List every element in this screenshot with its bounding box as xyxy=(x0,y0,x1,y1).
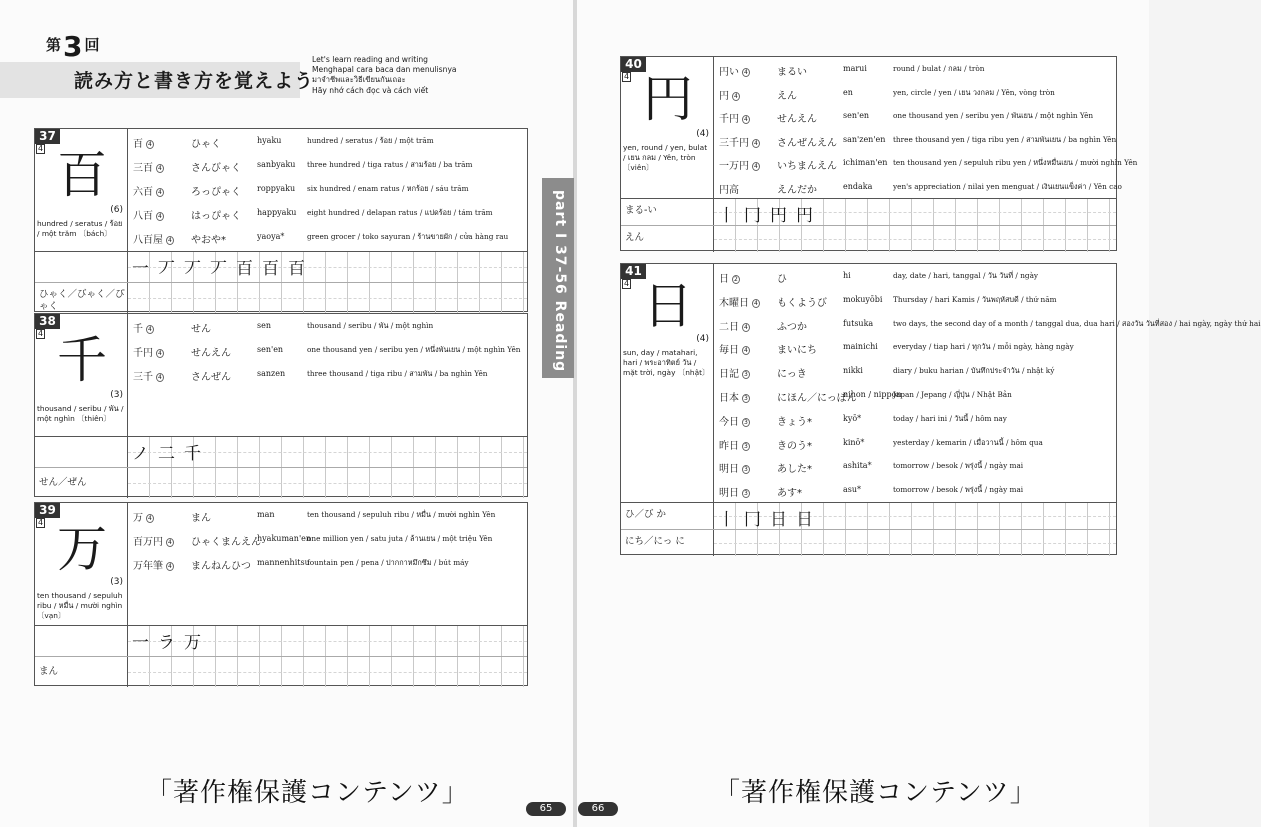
practice-grid[interactable] xyxy=(713,530,1116,556)
kanji-character: 日 xyxy=(643,277,693,335)
vocab-word xyxy=(719,460,750,475)
vocab-word xyxy=(133,183,164,198)
vocab-romaji: roppyaku xyxy=(257,184,296,193)
vocab-meaning: eight hundred / delapan ratus / แปดร้อย / tám trăm xyxy=(307,208,493,217)
section-tab-label: part I 37-56 Reading xyxy=(552,190,568,373)
vocab-grade: 4 xyxy=(168,237,172,244)
vocab-row xyxy=(713,478,1116,502)
vocab-row xyxy=(127,153,527,177)
vocab-kana: にほん／にっぽん xyxy=(777,392,857,404)
vocab-kana: えん xyxy=(777,90,797,102)
vocab-kanji: 三千 xyxy=(133,372,153,383)
page-number-right: 66 xyxy=(578,802,618,816)
vocab-row xyxy=(713,431,1116,455)
vocab-kana: あす* xyxy=(777,488,802,500)
vocab-row xyxy=(713,81,1116,105)
vocab-list xyxy=(127,503,527,575)
vocab-meaning: three hundred / tiga ratus / สามร้อย / ba trăm xyxy=(307,160,473,169)
vocab-kanji: 今日 xyxy=(719,416,739,428)
vocab-word xyxy=(719,270,740,285)
stroke-count: (4) xyxy=(696,334,709,344)
reading-row xyxy=(621,225,1116,252)
vocab-list xyxy=(713,264,1261,502)
stroke-grid xyxy=(127,437,527,467)
vocab-kana: ろっぴゃく xyxy=(191,187,241,198)
vocab-kanji: 日 xyxy=(719,274,729,285)
vocab-kana: さんぜん xyxy=(191,372,231,383)
vocab-word xyxy=(133,509,154,524)
vocab-kanji: 八百屋 xyxy=(133,235,163,246)
kanji-character: 万 xyxy=(57,520,107,578)
vocab-meaning: two days, the second day of a month / tanggal dua, dua hari / สองวัน วันที่สอง / hai ngày, ngày thứ hai xyxy=(893,318,1261,328)
vocab-romaji: asu* xyxy=(843,485,862,495)
kanji-meaning: hundred / seratus / ร้อย / một trăm 〔bách〕 xyxy=(37,219,123,238)
reading-row xyxy=(35,467,527,498)
vocab-word xyxy=(133,231,174,246)
vocab-grade: 3 xyxy=(744,442,748,450)
vocab-list xyxy=(127,129,527,249)
vocab-kana: にっき xyxy=(777,369,807,381)
stroke-order-row xyxy=(621,199,1116,225)
vocab-kana: ひ xyxy=(777,274,787,285)
kanji-entry-40 xyxy=(620,56,1138,251)
vocab-row xyxy=(127,551,527,575)
vocab-meaning: day, date / hari, tanggal / วัน วันที่ / ngày xyxy=(893,271,1039,280)
vocab-grade: 4 xyxy=(168,563,172,570)
vocab-row xyxy=(713,175,1122,199)
vocab-word xyxy=(133,320,154,335)
practice-grid[interactable] xyxy=(713,226,1116,252)
vocab-kanji: 千円 xyxy=(133,348,153,359)
vocab-row xyxy=(127,314,527,338)
vocab-grade: 4 xyxy=(148,141,152,148)
vocab-romaji: mokuyōbi xyxy=(843,294,883,304)
vocab-kana: もくようび xyxy=(777,297,827,309)
vocab-kanji: 円い xyxy=(719,67,739,78)
vocab-kana: まるい xyxy=(777,67,807,78)
grid-midline xyxy=(714,239,1116,240)
vocab-row xyxy=(127,129,527,153)
vocab-romaji: marui xyxy=(843,64,867,73)
vocab-meaning: hundred / seratus / ร้อย / một trăm xyxy=(307,136,434,145)
vocab-romaji: hyakuman'en xyxy=(257,534,312,543)
vocab-word xyxy=(719,318,750,333)
vocab-row xyxy=(127,177,527,201)
vocab-kana: さんびゃく xyxy=(191,163,241,174)
vocab-kana: せん xyxy=(191,324,211,335)
stroke-grid xyxy=(713,503,1116,529)
vocab-kanji: 三百 xyxy=(133,163,153,174)
vocab-word xyxy=(133,135,154,150)
kanji-character: 円 xyxy=(643,70,693,128)
stroke-order-row xyxy=(35,626,527,656)
kanji-header xyxy=(621,264,714,502)
vocab-word xyxy=(719,437,750,452)
vocab-row xyxy=(127,225,527,249)
vocab-word xyxy=(719,87,740,102)
vocab-meaning: one thousand yen / seribu yen / พันเยน / một nghìn Yên xyxy=(893,111,1094,120)
vocab-meaning: one thousand yen / seribu yen / หนึ่งพันเยน / một nghìn Yên xyxy=(307,345,521,354)
vocab-word xyxy=(719,157,760,172)
vocab-meaning: everyday / tiap hari / ทุกวัน / mỗi ngày, hàng ngày xyxy=(893,342,1074,352)
kanji-header xyxy=(35,503,128,625)
vocab-romaji: san'zen'en xyxy=(843,134,886,144)
vocab-word xyxy=(133,557,174,572)
vocab-kanji: 昨日 xyxy=(719,440,739,452)
lesson-title: 読み方と書き方を覚えよう xyxy=(74,70,315,92)
stroke-count: (3) xyxy=(110,577,123,587)
vocab-meaning: yen's appreciation / nilai yen menguat / เงินเยนแข็งค่า / Yên cao xyxy=(893,181,1122,191)
stroke-order-row xyxy=(35,437,527,467)
kanji-entry-39 xyxy=(34,502,528,686)
vocab-romaji: happyaku xyxy=(257,208,297,217)
vocab-romaji: nikki xyxy=(843,366,863,376)
kanji-number: 38 xyxy=(35,314,60,329)
writing-practice xyxy=(35,625,527,686)
vocab-kanji: 日記 xyxy=(719,369,739,381)
jlpt-grade: 4 xyxy=(38,144,44,153)
kanji-entry-37 xyxy=(34,128,528,312)
stroke-order: 丨冂円円 xyxy=(718,206,822,226)
vocab-romaji: sen xyxy=(257,321,271,330)
kanji-meaning: ten thousand / sepuluh ribu / หมื่น / mười nghìn 〔vạn〕 xyxy=(37,591,123,620)
vocab-romaji: ichiman'en xyxy=(843,158,888,167)
page-number-left: 65 xyxy=(526,802,566,816)
lesson-subtitles: Let's learn reading and writing Menghapal cara baca dan menulisnya มาจำชีพและวิธีเขียนกันเถอะ Hãy nhớ cách đọc và cách viết xyxy=(312,55,457,95)
vocab-row xyxy=(713,454,1116,478)
jlpt-grade: 4 xyxy=(624,72,630,81)
vocab-grade: 4 xyxy=(158,213,162,220)
reading-row xyxy=(35,282,527,313)
watermark-left: 「著作権保護コンテンツ」 xyxy=(146,778,469,808)
practice-grid[interactable] xyxy=(127,283,527,313)
vocab-meaning: ten thousand yen / sepuluh ribu yen / หนึ่งหมื่นเยน / mười nghìn Yên xyxy=(893,158,1138,167)
stroke-count: (6) xyxy=(110,205,123,215)
vocab-row xyxy=(127,362,527,386)
stroke-count: (3) xyxy=(110,390,123,400)
vocab-list xyxy=(127,314,527,386)
vocab-kana: はっぴゃく xyxy=(191,211,241,222)
vocab-meaning: Thursday / hari Kamis / วันพฤหัสบดี / thứ năm xyxy=(893,294,1057,304)
writing-practice xyxy=(621,502,1116,555)
vocab-kana: えんだか xyxy=(777,184,817,196)
vocab-list xyxy=(713,57,1138,198)
vocab-romaji: futsuka xyxy=(843,318,874,328)
kanji-meaning: yen, round / yen, bulat / เยน กลม / Yên, tròn 〔viên〕 xyxy=(623,143,708,172)
vocab-romaji: kyō* xyxy=(843,413,862,423)
vocab-meaning: Japan / Jepang / ญี่ปุ่น / Nhật Bản xyxy=(893,389,1012,399)
vocab-grade: 4 xyxy=(744,347,748,355)
vocab-grade: 4 xyxy=(158,189,162,196)
vocab-kanji: 千 xyxy=(133,324,143,335)
vocab-kanji: 円 xyxy=(719,90,729,102)
vocab-grade: 3 xyxy=(744,394,748,402)
kanji-header xyxy=(35,314,128,436)
vocab-meaning: six hundred / enam ratus / หกร้อย / sáu trăm xyxy=(307,184,469,193)
vocab-row xyxy=(127,503,527,527)
vocab-romaji: hyaku xyxy=(257,136,282,145)
vocab-word xyxy=(719,484,750,499)
vocab-grade: 4 xyxy=(744,116,748,123)
vocab-row xyxy=(713,383,1116,407)
vocab-word xyxy=(133,368,164,383)
vocab-row xyxy=(127,201,527,225)
reading-label: にち／にっ に xyxy=(625,536,685,547)
vocab-word xyxy=(719,134,760,149)
vocab-grade: 3 xyxy=(744,466,748,474)
vocab-word xyxy=(719,389,750,404)
vocab-word xyxy=(719,294,760,309)
vocab-kana: まいにち xyxy=(777,345,817,357)
vocab-word xyxy=(133,207,164,222)
reading-label: ひゃく／びゃく／ぴゃく xyxy=(39,289,125,312)
vocab-meaning: thousand / seribu / พัน / một nghìn xyxy=(307,321,434,330)
vocab-romaji: hi xyxy=(843,271,851,280)
practice-grid[interactable] xyxy=(127,657,527,687)
vocab-kanji: 万 xyxy=(133,513,143,524)
vocab-meaning: three thousand yen / tiga ribu yen / สามพันเยน / ba nghìn Yên xyxy=(893,134,1117,144)
vocab-romaji: sanzen xyxy=(257,369,286,378)
reading-row xyxy=(621,529,1116,556)
reading-label: えん xyxy=(625,232,645,243)
jlpt-grade: 4 xyxy=(38,518,44,527)
vocab-word xyxy=(719,181,739,196)
vocab-kana: ひゃくまんえん xyxy=(191,537,261,548)
vocab-meaning: tomorrow / besok / พรุ่งนี้ / ngày mai xyxy=(893,485,1024,495)
reading-row xyxy=(35,656,527,687)
vocab-meaning: tomorrow / besok / พรุ่งนี้ / ngày mai xyxy=(893,461,1024,471)
vocab-grade: 4 xyxy=(754,139,758,147)
vocab-row xyxy=(713,288,1116,312)
vocab-row xyxy=(127,338,527,362)
vocab-romaji: en xyxy=(843,87,853,97)
vocab-word xyxy=(719,110,750,125)
stroke-order-row xyxy=(621,503,1116,529)
vocab-kana: せんえん xyxy=(191,348,231,359)
vocab-grade: 4 xyxy=(148,326,152,333)
vocab-romaji: sen'en xyxy=(257,345,284,354)
vocab-meaning: ten thousand / sepuluh ribu / หมื่น / mười nghìn Yên xyxy=(307,510,496,519)
vocab-meaning: diary / buku harian / บันทึกประจำวัน / nhật ký xyxy=(893,366,1055,376)
stroke-order: 丨冂日日 xyxy=(718,510,822,530)
vocab-grade: 4 xyxy=(158,350,162,357)
vocab-grade: 4 xyxy=(744,69,748,76)
vocab-word xyxy=(133,159,164,174)
vocab-row xyxy=(713,151,1138,175)
vocab-romaji: ashita* xyxy=(843,461,872,471)
kanji-entry-41 xyxy=(620,263,1261,555)
reading-label: まん xyxy=(39,666,59,677)
vocab-romaji: mannenhitsu xyxy=(257,558,310,567)
grid-midline xyxy=(128,298,527,299)
kanji-character: 千 xyxy=(57,331,107,389)
vocab-grade: 4 xyxy=(754,163,758,170)
vocab-kanji: 百万円 xyxy=(133,537,163,548)
stroke-order: ノ二千 xyxy=(132,444,210,464)
kanji-character: 百 xyxy=(57,146,107,204)
kanji-header xyxy=(35,129,128,251)
vocab-word xyxy=(719,341,750,356)
kanji-number: 40 xyxy=(621,57,646,72)
vocab-meaning: round / bulat / กลม / tròn xyxy=(893,64,985,73)
vocab-kanji: 毎日 xyxy=(719,345,739,357)
vocab-meaning: yesterday / kemarin / เมื่อวานนี้ / hôm qua xyxy=(893,437,1043,447)
grid-midline xyxy=(128,672,527,673)
vocab-kanji: 一万円 xyxy=(719,161,749,172)
stroke-grid xyxy=(713,199,1116,225)
vocab-row xyxy=(713,359,1116,383)
practice-grid[interactable] xyxy=(127,468,527,498)
vocab-kana: ひゃく xyxy=(191,139,221,150)
kanji-meaning: sun, day / matahari, hari / พระอาทิตย์ วัน / mặt trời, ngày 〔nhật〕 xyxy=(623,348,710,377)
stroke-order: 一丆丆丆百百百 xyxy=(132,259,314,279)
vocab-grade: 4 xyxy=(754,299,758,307)
vocab-grade: 3 xyxy=(744,371,748,379)
vocab-grade: 4 xyxy=(734,92,738,100)
vocab-romaji: man xyxy=(257,510,275,519)
vocab-word xyxy=(719,365,750,380)
vocab-word xyxy=(719,413,750,428)
vocab-row xyxy=(713,264,1116,288)
vocab-kana: きょう* xyxy=(777,416,812,428)
kanji-number: 41 xyxy=(621,264,646,279)
vocab-romaji: nihon / nippon xyxy=(843,389,902,399)
vocab-grade: 2 xyxy=(734,276,738,283)
vocab-grade: 4 xyxy=(158,374,162,381)
vocab-romaji: kinō* xyxy=(843,437,865,447)
vocab-kanji: 八百 xyxy=(133,211,153,222)
vocab-kana: いちまんえん xyxy=(777,161,837,172)
reading-label: ひ／び か xyxy=(625,509,667,520)
vocab-romaji: sen'en xyxy=(843,111,870,120)
vocab-meaning: one million yen / satu juta / ล้านเยน / một triệu Yên xyxy=(307,534,493,543)
vocab-romaji: endaka xyxy=(843,181,873,191)
reading-label: まる-い xyxy=(625,205,657,216)
reading-label: せん／ぜん xyxy=(39,477,87,488)
vocab-meaning: fountain pen / pena / ปากกาหมึกซึม / bút máy xyxy=(307,558,469,567)
vocab-kanji: 明日 xyxy=(719,488,739,500)
stroke-grid xyxy=(127,252,527,282)
watermark-right: 「著作権保護コンテンツ」 xyxy=(714,778,1037,808)
vocab-meaning: today / hari ini / วันนี้ / hôm nay xyxy=(893,413,1007,423)
vocab-kanji: 円高 xyxy=(719,184,739,196)
jlpt-grade: 4 xyxy=(624,279,630,288)
vocab-row xyxy=(713,57,1116,81)
vocab-row xyxy=(713,335,1116,359)
vocab-grade: 4 xyxy=(148,515,152,522)
vocab-kana: やおや* xyxy=(191,235,226,246)
kanji-number: 37 xyxy=(35,129,60,144)
writing-practice xyxy=(35,436,527,497)
vocab-romaji: yaoya* xyxy=(257,232,285,241)
stroke-count: (4) xyxy=(696,129,709,139)
vocab-kana: ふつか xyxy=(777,321,807,333)
vocab-kanji: 日本 xyxy=(719,392,739,404)
stroke-order-row xyxy=(35,252,527,282)
kanji-entry-38 xyxy=(34,313,528,497)
vocab-meaning: yen, circle / yen / เยน วงกลม / Yên, vòng tròn xyxy=(893,87,1055,97)
vocab-word xyxy=(719,63,750,78)
grid-midline xyxy=(714,543,1116,544)
writing-practice xyxy=(35,251,527,312)
vocab-grade: 4 xyxy=(168,539,172,546)
vocab-row xyxy=(713,128,1116,152)
writing-practice xyxy=(621,198,1116,251)
vocab-kanji: 三千円 xyxy=(719,137,749,149)
vocab-kanji: 千円 xyxy=(719,114,739,125)
vocab-kanji: 百 xyxy=(133,139,143,150)
vocab-grade: 4 xyxy=(744,323,748,331)
vocab-kana: あした* xyxy=(777,464,812,476)
vocab-word xyxy=(133,533,174,548)
lesson-number: 第3 回 xyxy=(46,30,100,63)
vocab-romaji: mainichi xyxy=(843,342,878,352)
kanji-header xyxy=(621,57,714,198)
vocab-kanji: 万年筆 xyxy=(133,561,163,572)
vocab-grade: 4 xyxy=(158,165,162,172)
vocab-meaning: three thousand / tiga ribu / สามพัน / ba nghìn Yên xyxy=(307,369,488,378)
vocab-romaji: sanbyaku xyxy=(257,160,296,169)
vocab-kanji: 六百 xyxy=(133,187,153,198)
vocab-row xyxy=(713,104,1116,128)
vocab-row xyxy=(127,527,527,551)
stroke-grid xyxy=(127,626,527,656)
vocab-kana: まんねんひつ xyxy=(191,561,251,572)
grid-midline xyxy=(128,483,527,484)
vocab-grade: 3 xyxy=(744,418,748,426)
vocab-kana: きのう* xyxy=(777,440,812,452)
vocab-word xyxy=(133,344,164,359)
vocab-kanji: 二日 xyxy=(719,321,739,333)
vocab-kana: さんぜんえん xyxy=(777,137,837,149)
kanji-number: 39 xyxy=(35,503,60,518)
vocab-kana: まん xyxy=(191,513,211,524)
vocab-grade: 3 xyxy=(744,490,748,498)
stroke-order: 一ラ万 xyxy=(132,633,210,653)
vocab-row xyxy=(713,407,1116,431)
kanji-meaning: thousand / seribu / พัน / một nghìn 〔thiên〕 xyxy=(37,404,124,423)
jlpt-grade: 4 xyxy=(38,329,44,338)
vocab-kanji: 木曜日 xyxy=(719,297,749,309)
vocab-kanji: 明日 xyxy=(719,464,739,476)
vocab-kana: せんえん xyxy=(777,114,817,125)
vocab-meaning: green grocer / toko sayuran / ร้านขายผัก / cửa hàng rau xyxy=(307,232,509,241)
vocab-row xyxy=(713,312,1261,336)
